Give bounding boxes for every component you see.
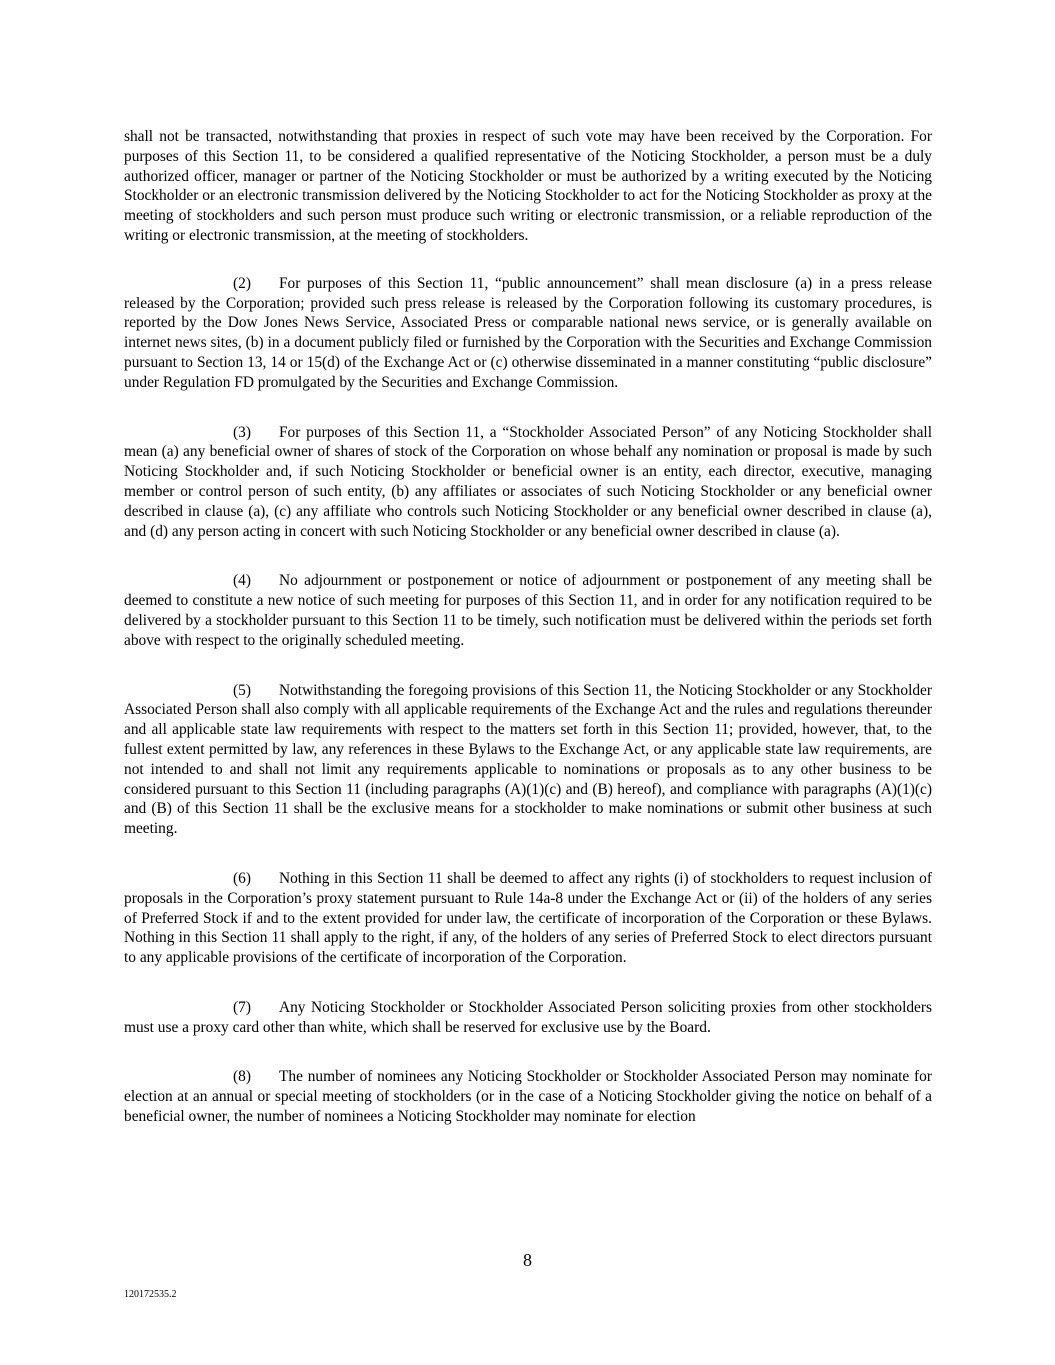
paragraph-number: (5) bbox=[233, 681, 251, 699]
paragraph-number: (8) bbox=[233, 1068, 251, 1086]
paragraph-text: Nothing in this Section 11 shall be deemed to affect any rights (i) of stockholders to request inclusion of proposals in the Corporation’s proxy statement pursuant to Rule 14a-8 under the Exchange Act or (ii) of the holders of any series of Preferred Stock if and to the extent provided for under law, the certificate of incorporation of the Corporation or these Bylaws. Nothing in this Section 11 shall apply to the right, if any, of the holders of any series of Preferred Stock to elect directors pursuant to any applicable provisions of the certificate of incorporation of the Corporation. bbox=[124, 869, 932, 967]
paragraph-number: (4) bbox=[233, 572, 251, 590]
paragraph-8 bbox=[124, 1067, 932, 1126]
paragraph-number: (6) bbox=[233, 869, 251, 887]
paragraph-2 bbox=[124, 274, 932, 393]
paragraph-text: Any Noticing Stockholder or Stockholder Associated Person soliciting proxies from other stockholders must use a proxy card other than white, which shall be reserved for exclusive use by the Board. bbox=[124, 998, 932, 1036]
paragraph-text: For purposes of this Section 11, “public announcement” shall mean disclosure (a) in a press release released by the Corporation; provided such press release is released by the Corporation following its customary procedures, is reported by the Dow Jones News Service, Associated Press or comparable national news service, or is generally available on internet news sites, (b) in a document publicly filed or furnished by the Corporation with the Securities and Exchange Commission pursuant to Section 13, 14 or 15(d) of the Exchange Act or (c) otherwise disseminated in a manner constituting “public disclosure” under Regulation FD promulgated by the Securities and Exchange Commission. bbox=[124, 274, 932, 391]
paragraph-4 bbox=[124, 571, 932, 650]
paragraph-number: (3) bbox=[233, 423, 251, 441]
paragraph-number: (2) bbox=[233, 274, 251, 292]
paragraph-text: No adjournment or postponement or notice of adjournment or postponement of any meeting shall be deemed to constitute a new notice of such meeting for purposes of this Section 11, and in order for any notification required to be delivered by a stockholder pursuant to this Section 11 to be timely, such notification must be delivered within the periods set forth above with respect to the originally scheduled meeting. bbox=[124, 572, 932, 649]
paragraph-3 bbox=[124, 423, 932, 542]
intro-paragraph: shall not be transacted, notwithstanding that proxies in respect of such vote may have been received by the Corporation. For purposes of this Section 11, to be considered a qualified representative of the Noticing Stockholder, a person must be a duly authorized officer, manager or partner of the Noticing Stockholder or must be authorized by a writing executed by the Noticing Stockholder or an electronic transmission delivered by the Noticing Stockholder to act for the Noticing Stockholder as proxy at the meeting of stockholders and such person must produce such writing or electronic transmission, or a reliable reproduction of the writing or electronic transmission, at the meeting of stockholders. bbox=[124, 128, 932, 244]
paragraph-5 bbox=[124, 681, 932, 839]
paragraph-text: For purposes of this Section 11, a “Stockholder Associated Person” of any Noticing Stockholder shall mean (a) any beneficial owner of shares of stock of the Corporation on whose behalf any nomination or proposal is made by such Noticing Stockholder and, if such Noticing Stockholder or beneficial owner is an entity, each director, executive, managing member or control person of such entity, (b) any affiliates or associates of such Noticing Stockholder or any beneficial owner described in clause (a), (c) any affiliate who controls such Noticing Stockholder or any beneficial owner described in clause (a), and (d) any person acting in concert with such Noticing Stockholder or any beneficial owner described in clause (a). bbox=[124, 423, 932, 540]
paragraph-7 bbox=[124, 998, 932, 1038]
paragraph-text: The number of nominees any Noticing Stockholder or Stockholder Associated Person may nominate for election at an annual or special meeting of stockholders (or in the case of a Noticing Stockholder giving the notice on behalf of a beneficial owner, the number of nominees a Noticing Stockholder may nominate for election bbox=[124, 1068, 932, 1126]
paragraph-number: (7) bbox=[233, 998, 251, 1016]
paragraph-text: Notwithstanding the foregoing provisions of this Section 11, the Noticing Stockholder or any Stockholder Associated Person shall also comply with all applicable requirements of the Exchange Act and the rules and regulations thereunder and all applicable state law requirements with respect to the matters set forth in this Section 11; provided, however, that, to the fullest extent permitted by law, any references in these Bylaws to the Exchange Act, or any applicable state law requirements, are not intended to and shall not limit any requirements applicable to nominations or proposals as to any other business to be considered pursuant to this Section 11 (including paragraphs (A)(1)(c) and (B) hereof), and compliance with paragraphs (A)(1)(c) and (B) of this Section 11 shall be the exclusive means for a stockholder to make nominations or submit other business at such meeting. bbox=[124, 681, 932, 838]
document-id-footer: 120172535.2 bbox=[124, 1289, 177, 1300]
paragraph-6 bbox=[124, 869, 932, 968]
page-number: 8 bbox=[523, 1250, 532, 1270]
document-body bbox=[124, 127, 932, 1157]
